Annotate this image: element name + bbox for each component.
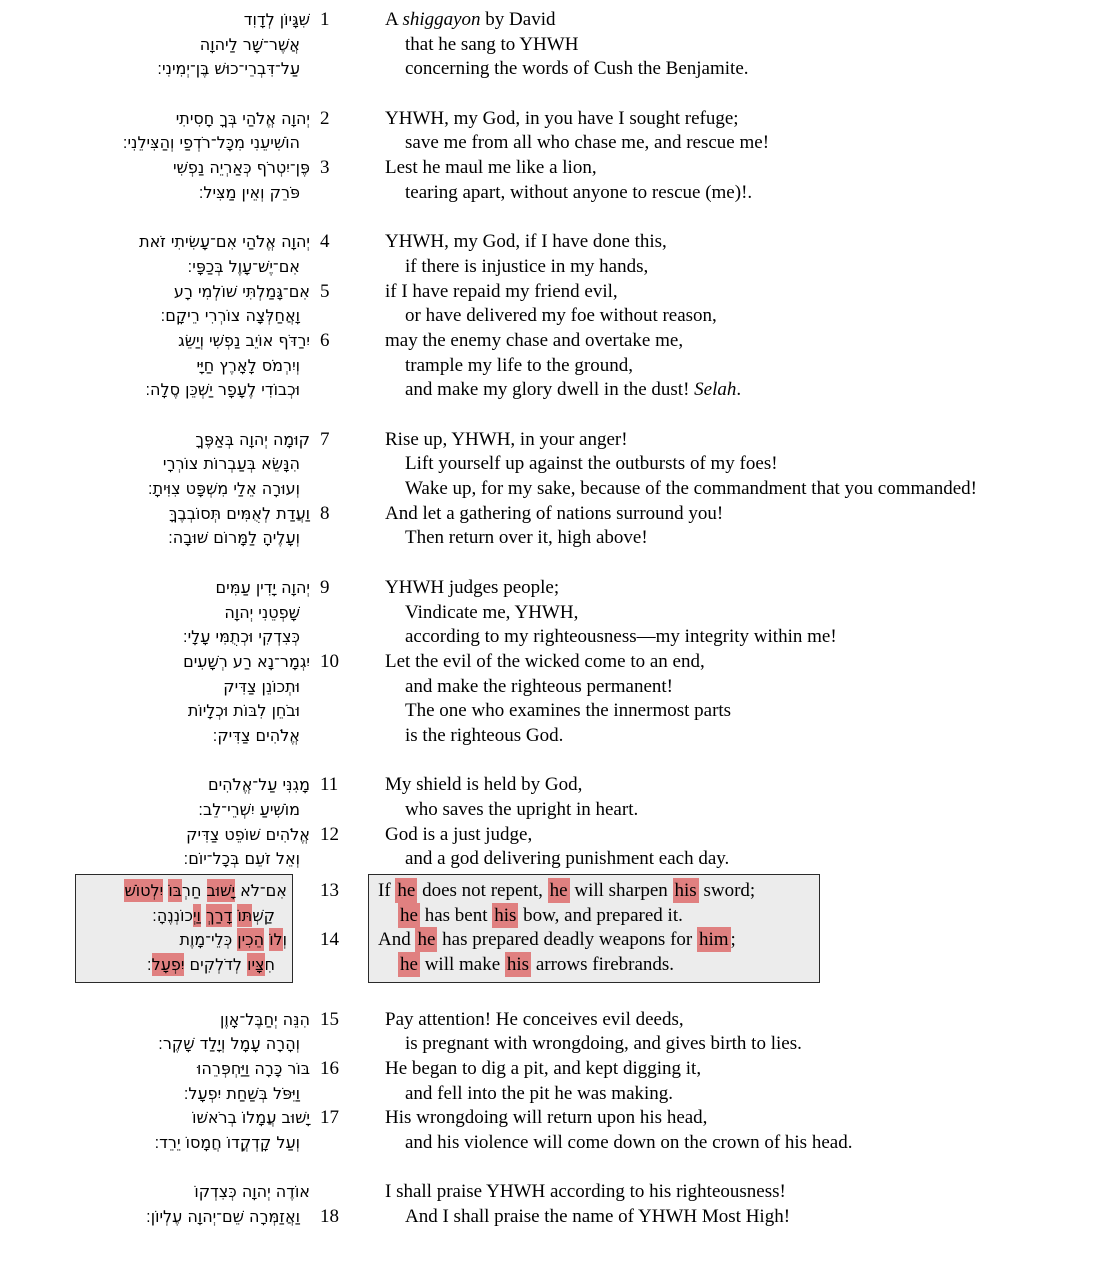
hebrew-highlight-box: [75, 874, 293, 983]
hebrew-line: [0, 329, 310, 354]
english-text: God is a just judge,: [385, 823, 533, 845]
hebrew-text: כוֹנְנֶהָ׃: [152, 905, 193, 925]
hebrew-text: וְאֵל זֹעֵם בְּכָל־יוֹם׃: [183, 849, 300, 869]
english-text: And I shall praise the name of YHWH Most High!: [405, 1206, 791, 1227]
verse-number: 7: [320, 428, 330, 450]
verse-row: [0, 477, 1110, 502]
hebrew-text: וְיִרְמֹס לָאָרֶץ חַיָּי: [196, 355, 300, 375]
english-text: trample my life to the ground,: [405, 354, 633, 376]
english-text: Lest he maul me like a lion,: [385, 157, 597, 179]
verse-row: [0, 1032, 1110, 1057]
hebrew-text: פֹּרֵק וְאֵין מַצִּיל׃: [198, 182, 300, 202]
verse-number: 4: [320, 231, 330, 253]
english-line: [385, 1082, 1110, 1107]
english-text: is pregnant with wrongdoing, and gives birth to lies.: [405, 1033, 802, 1055]
hebrew-line: [0, 847, 310, 872]
hebrew-text: יְהוָה אֱלֹהַי אִם־עָשִׂיתִי זֹאת: [139, 232, 310, 252]
hebrew-text: אִם־גָּמַלְתִּי שׁוֹלְמִי רָע: [173, 281, 310, 301]
english-line: [385, 1180, 1110, 1205]
hebrew-text: מוֹשִׁיעַ יִשְׁרֵי־לֵב׃: [198, 800, 300, 819]
english-line: [378, 953, 810, 978]
hebrew-text: אִם־לֹא: [235, 881, 287, 901]
english-line: [385, 724, 1110, 749]
english-text: if there is injustice in my hands,: [405, 255, 649, 277]
highlight-pronoun: לוֹ: [269, 930, 283, 950]
english-text: I shall praise YHWH according to his righteousness!: [385, 1181, 786, 1203]
english-line: [385, 1057, 1110, 1082]
english-line: [385, 304, 1110, 329]
highlight-pronoun: he: [400, 954, 418, 976]
hebrew-text: אֱלֹהִים שׁוֹפֵט צַדִּיק: [186, 824, 310, 844]
hebrew-text: וְעָלֶיהָ לַמָּרוֹם שׁוּבָה׃: [168, 528, 300, 548]
hebrew-line: [0, 1032, 310, 1057]
verse-number: 15: [320, 1008, 339, 1030]
verse-row: [0, 304, 1110, 329]
highlight-pronoun: יָשׁוּב: [206, 881, 236, 901]
stanza: [0, 107, 1110, 206]
english-line: [385, 502, 1110, 527]
hebrew-line: [0, 452, 310, 477]
english-line: [385, 625, 1110, 650]
hebrew-text: חִ: [264, 955, 275, 975]
english-line: [385, 477, 1110, 502]
english-text: who saves the upright in heart.: [405, 799, 639, 820]
stanza: [0, 1008, 1110, 1156]
verse-number: 17: [320, 1107, 339, 1129]
verse-number: [310, 724, 385, 749]
english-text: My shield is held by God,: [385, 774, 583, 796]
verse-row: [0, 156, 1110, 181]
hebrew-line: [0, 181, 310, 206]
stanza: [0, 773, 1110, 983]
verse-number: 14: [320, 929, 339, 951]
hebrew-line: [0, 57, 310, 82]
hebrew-text: וְהָרָה עָמָל וְיָלַד שָׁקֶר׃: [158, 1034, 300, 1054]
english-text: and a god delivering punishment each day.: [405, 848, 730, 870]
verse-number: [310, 378, 385, 403]
english-box-column: [378, 874, 1110, 983]
hebrew-text: וּבֹחֵן לִבּוֹת וּכְלָיוֹת: [187, 701, 300, 721]
highlight-pronoun: him: [698, 929, 729, 951]
english-text: according to my righteousness—my integrity within me!: [405, 626, 837, 648]
english-text: bow, and prepared it.: [518, 904, 683, 926]
verse-row: [0, 625, 1110, 650]
hebrew-line: [0, 8, 310, 33]
hebrew-line: [0, 230, 310, 255]
english-line: [385, 156, 1110, 181]
hebrew-text: הוֹשִׁיעֵנִי מִכָּל־רֹדְפַי וְהַצִּילֵנִי׃: [122, 133, 300, 153]
verse-row: [0, 57, 1110, 82]
hebrew-line: [0, 1008, 310, 1033]
verse-row: [0, 773, 1110, 798]
verse-number: 12: [320, 823, 339, 845]
hebrew-line: [0, 428, 310, 453]
verse-number: 10: [320, 650, 339, 672]
english-text: and fell into the pit he was making.: [405, 1082, 674, 1104]
hebrew-line: [81, 953, 287, 978]
verse-number: [310, 675, 385, 700]
verse-number: [310, 477, 385, 502]
hebrew-line: [0, 650, 310, 675]
english-line: [385, 1008, 1110, 1033]
hebrew-text: וְעַל קָדְקֳדוֹ חֲמָסוֹ יֵרֵד׃: [154, 1132, 300, 1152]
english-text: concerning the words of Cush the Benjamite.: [405, 58, 749, 80]
english-line: [385, 675, 1110, 700]
english-text: and make the righteous permanent!: [405, 675, 674, 697]
verse-number: [310, 1131, 385, 1156]
english-line: [385, 798, 1110, 823]
highlight-pronoun: he: [397, 880, 416, 902]
hebrew-box-column: [0, 874, 310, 983]
english-line: [385, 8, 1110, 33]
highlight-pronoun: וַיְ: [192, 905, 201, 925]
verse-row: [0, 107, 1110, 132]
verse-number: 5: [320, 280, 330, 302]
english-text: has prepared deadly weapons for: [437, 929, 697, 951]
english-text: Vindicate me, YHWH,: [405, 601, 579, 623]
english-text: will make: [419, 954, 505, 976]
highlight-pronoun: יִלְטוֹשׁ: [124, 881, 164, 901]
hebrew-line: [0, 1082, 310, 1107]
verse-number: [310, 1082, 385, 1107]
verse-row: [0, 675, 1110, 700]
verse-number: 3: [320, 157, 330, 179]
hebrew-text: כְּצִדְקִי וּכְתֻמִּי עָלָי׃: [182, 627, 300, 647]
english-line: [385, 847, 1110, 872]
hebrew-text: קוּמָה יְהוָה בְּאַפֶּךָ: [195, 429, 310, 449]
hebrew-line: [0, 576, 310, 601]
hebrew-line: [0, 1180, 310, 1205]
verse-row: [0, 724, 1110, 749]
verse-row: [0, 33, 1110, 58]
english-text: if I have repaid my friend evil,: [385, 280, 618, 302]
verse-row: [0, 650, 1110, 675]
verse-row: [0, 1131, 1110, 1156]
english-line: [385, 33, 1110, 58]
hebrew-line: [81, 904, 287, 929]
verse-row: [0, 1008, 1110, 1033]
english-line: [385, 773, 1110, 798]
hebrew-line: [0, 280, 310, 305]
highlight-pronoun: תּוֹ: [237, 905, 253, 925]
english-line: [385, 1106, 1110, 1131]
hebrew-text: קַשְׁ: [252, 905, 275, 925]
english-text: by David: [480, 9, 556, 30]
verse-row: [0, 255, 1110, 280]
english-line: [385, 230, 1110, 255]
hebrew-text: יָשׁוּב עֲמָלוֹ בְרֹאשׁוֹ: [192, 1108, 310, 1128]
italic-term: Selah: [694, 379, 737, 401]
english-text: The one who examines the innermost parts: [405, 700, 732, 722]
hebrew-text: יְהוָה יָדִין עַמִּים: [215, 577, 310, 597]
english-text: YHWH, my God, if I have done this,: [385, 231, 667, 253]
english-text: Then return over it, high above!: [405, 527, 648, 549]
english-line: [385, 601, 1110, 626]
stanza: [0, 230, 1110, 403]
verse-row: [0, 1180, 1110, 1205]
highlight-pronoun: he: [549, 880, 568, 902]
hebrew-text: אוֹדֶה יְהוָה כְּצִדְקוֹ: [194, 1182, 310, 1202]
hebrew-text: אִם־יֶשׁ־עָוֶל בְּכַפָּי׃: [187, 256, 300, 276]
verse-row: [0, 823, 1110, 848]
english-text: Rise up, YHWH, in your anger!: [385, 428, 628, 450]
english-text: He began to dig a pit, and kept digging it,: [385, 1057, 702, 1079]
english-text: And let a gathering of nations surround you!: [385, 502, 724, 524]
english-line: [378, 928, 810, 953]
english-line: [385, 452, 1110, 477]
verse-number: 1: [320, 9, 330, 30]
english-text: may the enemy chase and overtake me,: [385, 329, 684, 351]
highlight-pronoun: he: [400, 904, 418, 926]
english-text: ;: [730, 929, 736, 951]
english-text: .: [736, 379, 742, 401]
english-text: Lift yourself up against the outbursts of my foes!: [405, 453, 778, 475]
hebrew-text: עַל־דִּבְרֵי־כוּשׁ בֶּן־יְמִינִי׃: [157, 59, 300, 79]
stanza: [0, 576, 1110, 749]
hebrew-text: שָׁפְטֵנִי יְהוָה: [224, 602, 300, 622]
verse-row: [0, 329, 1110, 354]
english-text: YHWH, my God, in you have I sought refuge;: [385, 107, 739, 129]
hebrew-line: [81, 879, 287, 904]
english-text: Pay attention! He conceives evil deeds,: [385, 1008, 684, 1030]
hebrew-text: וָאֲחַלְּצָה צוֹרְרִי רֵיקָם׃: [160, 306, 300, 326]
hebrew-text: יְהוָה אֱלֹהַי בְּךָ חָסִיתִי: [175, 108, 310, 128]
verse-number: 2: [320, 107, 330, 129]
hebrew-line: [0, 823, 310, 848]
hebrew-text: יִרַדֹּף אוֹיֵב נַפְשִׁי וְיַשֵּׂג: [178, 330, 310, 350]
verse-number: [310, 57, 385, 82]
highlight-pronoun: צָּיו: [247, 955, 265, 975]
hebrew-line: [0, 724, 310, 749]
hebrew-text: ׃: [146, 955, 152, 975]
english-line: [385, 428, 1110, 453]
stanza: [0, 428, 1110, 551]
verse-number: 13: [320, 880, 339, 902]
hebrew-line: [0, 477, 310, 502]
english-text: save me from all who chase me, and rescue me!: [405, 132, 770, 154]
hebrew-text: אֱלֹהִים צַדִּיק׃: [212, 725, 300, 745]
english-text: Let the evil of the wicked come to an end,: [385, 650, 705, 672]
verse-number: 11: [320, 774, 339, 796]
verse-row: [0, 280, 1110, 305]
verse-row: [0, 354, 1110, 379]
hebrew-text: לְדֹלְקִים: [184, 955, 248, 975]
highlight-pronoun: his: [494, 904, 517, 926]
highlight-pronoun: בּוֹ: [168, 881, 182, 901]
hebrew-text: שִׁגָּיוֹן לְדָוִד: [243, 10, 310, 29]
verse-row: [0, 1106, 1110, 1131]
verse-number: [310, 699, 385, 724]
hebrew-text: יִגְמָר־נָא רַע רְשָׁעִים: [183, 651, 310, 671]
verse-row: [0, 230, 1110, 255]
verse-number: [310, 304, 385, 329]
hebrew-text: אֲשֶׁר־שָׁר לַיהוָה: [199, 34, 300, 54]
verse-row: [0, 699, 1110, 724]
english-line: [385, 526, 1110, 551]
hebrew-text: הִנֵּה יְחַבֶּל־אָוֶן: [220, 1009, 310, 1029]
hebrew-line: [0, 675, 310, 700]
hebrew-text: וּתְכוֹנֵן צַדִּיק: [223, 676, 300, 696]
verse-row: [0, 502, 1110, 527]
stanza: [0, 1180, 1110, 1229]
english-line: [385, 378, 1110, 403]
hebrew-text: בּוֹר כָּרָה וַיַּחְפְּרֵהוּ: [197, 1058, 310, 1078]
verse-row: [0, 378, 1110, 403]
verse-number: [310, 131, 385, 156]
verse-row: [0, 8, 1110, 33]
verse-number: [310, 847, 385, 872]
highlight-pronoun: דָרַךְ: [205, 905, 233, 925]
verse-number: 18: [320, 1206, 339, 1227]
hebrew-line: [0, 255, 310, 280]
verse-number: [310, 798, 385, 823]
english-highlight-box: [368, 874, 820, 983]
hebrew-text: מָגִנִּי עַל־אֱלֹהִים: [207, 775, 310, 795]
english-text: If: [378, 880, 396, 902]
verse-row: [0, 1057, 1110, 1082]
hebrew-text: חַרְ: [181, 881, 207, 901]
hebrew-line: [0, 1057, 310, 1082]
highlight-pronoun: יִפְעָל: [151, 955, 185, 975]
verse-number: [310, 1032, 385, 1057]
highlight-pronoun: his: [506, 954, 530, 976]
english-line: [385, 354, 1110, 379]
english-text: that he sang to YHWH: [405, 33, 579, 55]
hebrew-text: וְעוּרָה אֵלַי מִשְׁפָּט צִוִּיתָ׃: [147, 479, 300, 499]
highlight-pronoun: his: [674, 880, 697, 902]
english-line: [385, 699, 1110, 724]
verse-row: [0, 847, 1110, 872]
hebrew-line: [0, 354, 310, 379]
english-text: His wrongdoing will return upon his head,: [385, 1107, 708, 1129]
english-line: [385, 1131, 1110, 1156]
english-text: tearing apart, without anyone to rescue (me)!.: [405, 181, 753, 203]
english-text: sword;: [698, 880, 756, 902]
english-text: does not repent,: [417, 880, 548, 902]
english-line: [385, 1205, 1110, 1230]
verse-row: [0, 181, 1110, 206]
hebrew-line: [0, 107, 310, 132]
verse-number: [310, 33, 385, 58]
verse-number: [310, 255, 385, 280]
english-text: will sharpen: [569, 880, 673, 902]
hebrew-line: [0, 625, 310, 650]
english-text: And: [378, 929, 416, 951]
verse-number: 8: [320, 502, 330, 524]
english-line: [385, 57, 1110, 82]
english-line: [385, 181, 1110, 206]
english-text: arrows firebrands.: [531, 954, 675, 976]
english-line: [385, 329, 1110, 354]
hebrew-line: [0, 798, 310, 823]
verse-number: [310, 354, 385, 379]
verse-row: [0, 1205, 1110, 1230]
english-text: Wake up, for my sake, because of the commandment that you commanded!: [405, 478, 977, 500]
stanza: [0, 8, 1110, 82]
english-line: [385, 107, 1110, 132]
hebrew-line: [81, 928, 287, 953]
english-line: [378, 904, 810, 929]
english-text: or have delivered my foe without reason,: [405, 305, 717, 327]
english-line: [385, 255, 1110, 280]
verse-number: [310, 452, 385, 477]
hebrew-text: וּכְבוֹדִי לֶעָפָר יַשְׁכֵּן סֶלָה׃: [145, 380, 300, 400]
hebrew-text: וַיִּפֹּל בְּשַׁחַת יִפְעָל׃: [183, 1083, 300, 1103]
hebrew-line: [0, 131, 310, 156]
hebrew-line: [0, 304, 310, 329]
hebrew-line: [0, 526, 310, 551]
verse-number: 9: [320, 576, 330, 598]
hebrew-text: וַעֲדַת לְאֻמִּים תְּסוֹבְבֶךָּ: [168, 503, 310, 523]
verse-number: [310, 1180, 385, 1205]
verse-number: [310, 601, 385, 626]
verse-row: [0, 428, 1110, 453]
english-line: [385, 131, 1110, 156]
english-text: and make my glory dwell in the dust!: [405, 379, 695, 401]
hebrew-line: [0, 699, 310, 724]
hebrew-text: וְ: [282, 930, 287, 950]
english-line: [385, 823, 1110, 848]
verse-number: [310, 526, 385, 551]
hebrew-line: [0, 378, 310, 403]
verse-row: [0, 601, 1110, 626]
hebrew-text: וַאֲזַמְּרָה שֵׁם־יְהוָה עֶלְיוֹן׃: [146, 1207, 300, 1226]
verse-row: [0, 452, 1110, 477]
verse-number: 6: [320, 329, 330, 351]
hebrew-line: [0, 156, 310, 181]
verse-row: [0, 131, 1110, 156]
hebrew-line: [0, 33, 310, 58]
verse-number: 16: [320, 1057, 339, 1079]
english-text: A: [385, 9, 403, 30]
italic-term: shiggayon: [402, 9, 481, 30]
hebrew-line: [0, 502, 310, 527]
english-line: [385, 280, 1110, 305]
english-text: has bent: [419, 904, 493, 926]
verse-row: [0, 798, 1110, 823]
english-line: [385, 650, 1110, 675]
english-text: YHWH judges people;: [385, 576, 560, 598]
verse-row: [0, 576, 1110, 601]
hebrew-line: [0, 1106, 310, 1131]
hebrew-text: פֶּן־יִטְרֹף כְּאַרְיֵה נַפְשִׁי: [172, 158, 310, 178]
hebrew-line: [0, 601, 310, 626]
highlight-pronoun: he: [417, 929, 436, 951]
english-text: and his violence will come down on the crown of his head.: [405, 1131, 853, 1153]
highlight-pronoun: הֵכִין: [237, 930, 265, 950]
english-text: is the righteous God.: [405, 724, 564, 746]
hebrew-line: [0, 1205, 310, 1230]
hebrew-text: הִנָּשֵׂא בְּעַבְרוֹת צוֹרְרָי: [162, 454, 300, 474]
verse-number: [310, 625, 385, 650]
english-line: [385, 576, 1110, 601]
hebrew-line: [0, 773, 310, 798]
verse-row: [0, 1082, 1110, 1107]
english-line: [378, 879, 810, 904]
hebrew-text: כְּלֵי־מָוֶת: [179, 930, 238, 950]
hebrew-line: [0, 1131, 310, 1156]
verse-number: [310, 181, 385, 206]
english-line: [385, 1032, 1110, 1057]
verse-row: [0, 526, 1110, 551]
highlighted-verse-pair: [0, 874, 1110, 983]
